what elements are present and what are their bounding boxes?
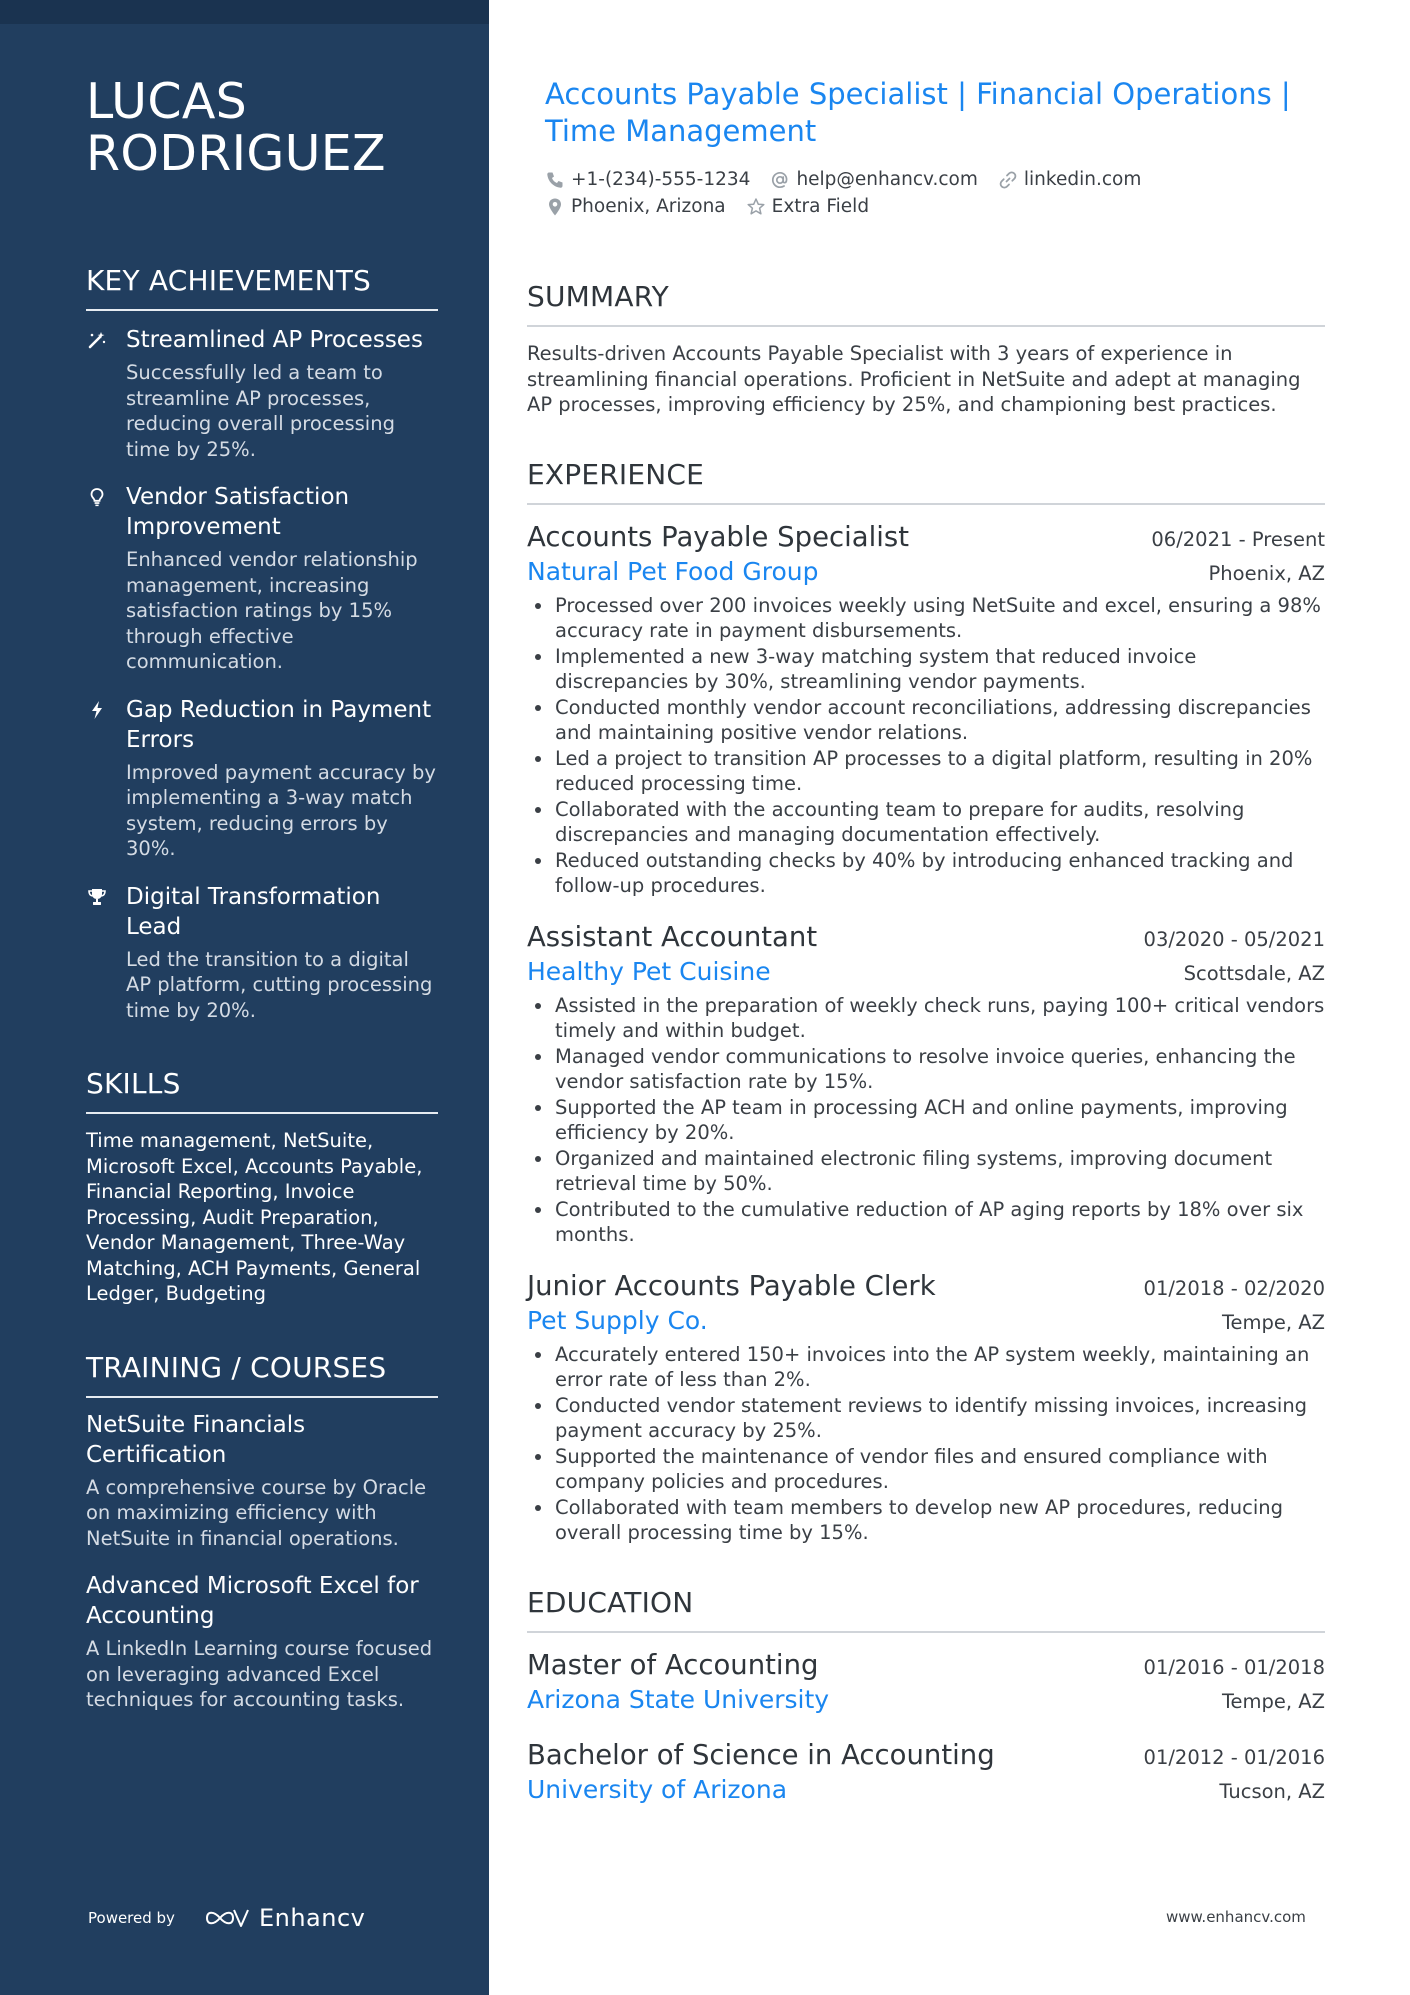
bullet-item: Supported the AP team in processing ACH and online payments, improving efficiency by 20%. — [527, 1095, 1325, 1146]
job-bullets — [527, 593, 1325, 899]
job-dates: 06/2021 - Present — [1151, 527, 1325, 551]
bullet-item: Accurately entered 150+ invoices into the AP system weekly, maintaining an error rate of less than 2%. — [527, 1342, 1325, 1393]
course-description: A comprehensive course by Oracle on maximizing efficiency with NetSuite in financial operations. — [86, 1475, 427, 1550]
bullet-item: Managed vendor communications to resolve invoice queries, enhancing the vendor satisfaction rate by 15%. — [527, 1044, 1325, 1095]
achievement-title: Streamlined AP Processes — [126, 327, 423, 353]
last-name: RODRIGUEZ — [86, 125, 386, 182]
trophy-icon — [86, 886, 108, 908]
degree-title: Bachelor of Science in Accounting — [527, 1738, 995, 1771]
lightbulb-icon — [86, 486, 108, 508]
job-bullets — [527, 1342, 1325, 1546]
job-dates: 01/2018 - 02/2020 — [1143, 1276, 1325, 1300]
bullet-item: Collaborated with team members to develop new AP procedures, reducing overall processing time by 15%. — [527, 1495, 1325, 1546]
experience-heading: EXPERIENCE — [527, 458, 1325, 505]
bullet-item: Conducted monthly vendor account reconciliations, addressing discrepancies and maintaining positive vendor relations. — [527, 695, 1325, 746]
summary-heading: SUMMARY — [527, 280, 1325, 327]
job-entry — [527, 919, 1325, 1248]
sidebar-top-strip — [0, 0, 489, 24]
link-icon — [998, 170, 1018, 190]
powered-by-label: Powered by — [88, 1909, 175, 1927]
achievement-item — [86, 325, 438, 462]
first-name: LUCAS — [86, 73, 248, 130]
job-location: Scottsdale, AZ — [1183, 961, 1325, 985]
headline: Accounts Payable Specialist | Financial Operations | Time Management — [545, 77, 1291, 148]
skills-list: Time management, NetSuite, Microsoft Excel, Accounts Payable, Financial Reporting, Invoice Processing, Audit Preparation, Vendor Management, Three-Way Matching, ACH Payments, General Ledger, Budgeting — [86, 1129, 423, 1305]
contact-phone[interactable] — [545, 169, 750, 190]
phone-text: +1-(234)-555-1234 — [571, 169, 751, 190]
bullet-item: Collaborated with the accounting team to prepare for audits, resolving discrepancies and managing documentation effectively. — [527, 797, 1325, 848]
bullet-item: Organized and maintained electronic filing systems, improving document retrieval time by 50%. — [527, 1146, 1325, 1197]
email-text: help@enhancv.com — [796, 169, 978, 190]
course-item — [86, 1410, 438, 1552]
training-section — [86, 1351, 438, 1713]
school-name[interactable]: University of Arizona — [527, 1774, 788, 1804]
candidate-name — [86, 73, 438, 182]
bullet-item: Led a project to transition AP processes to a digital platform, resulting in 20% reduced processing time. — [527, 746, 1325, 797]
contact-location — [545, 196, 726, 217]
degree-title: Master of Accounting — [527, 1648, 819, 1681]
education-dates: 01/2012 - 01/2016 — [1143, 1745, 1325, 1769]
skills-section — [86, 1067, 438, 1307]
contact-email[interactable] — [770, 169, 977, 190]
experience-section — [527, 458, 1325, 1546]
job-dates: 03/2020 - 05/2021 — [1143, 927, 1325, 951]
job-entry — [527, 1268, 1325, 1546]
bullet-item: Supported the maintenance of vendor files and ensured compliance with company policies and procedures. — [527, 1444, 1325, 1495]
job-location: Phoenix, AZ — [1208, 561, 1325, 585]
key-achievements-section — [86, 264, 438, 1023]
main-content — [527, 76, 1325, 1807]
course-title: NetSuite Financials Certification — [86, 1411, 306, 1468]
achievement-item — [86, 882, 438, 1024]
school-location: Tempe, AZ — [1221, 1689, 1325, 1713]
education-heading: EDUCATION — [527, 1586, 1325, 1633]
linkedin-text: linkedin.com — [1023, 169, 1142, 190]
education-entry — [527, 1737, 1325, 1807]
achievement-description: Enhanced vendor relationship management, increasing satisfaction ratings by 15% through effective communication. — [126, 548, 418, 673]
contact-extra — [746, 196, 869, 217]
powered-by — [88, 1898, 365, 1938]
education-dates: 01/2016 - 01/2018 — [1143, 1655, 1325, 1679]
contact-info — [545, 166, 1325, 220]
contact-linkedin[interactable] — [998, 169, 1141, 190]
achievement-description: Improved payment accuracy by implementing a 3-way match system, reducing errors by 30%. — [126, 760, 436, 860]
course-title: Advanced Microsoft Excel for Accounting — [86, 1573, 419, 1629]
bullet-item: Assisted in the preparation of weekly check runs, paying 100+ critical vendors timely and within budget. — [527, 993, 1325, 1044]
achievement-item — [86, 482, 438, 675]
achievement-description: Led the transition to a digital AP platform, cutting processing time by 20%. — [126, 947, 433, 1022]
magic-wand-icon — [86, 329, 108, 351]
sidebar — [0, 0, 489, 1995]
lightning-bolt-icon — [86, 699, 108, 721]
location-text: Phoenix, Arizona — [571, 196, 726, 217]
education-section — [527, 1586, 1325, 1807]
education-entry — [527, 1647, 1325, 1717]
achievement-title: Digital Transformation Lead — [126, 883, 381, 940]
achievement-title: Gap Reduction in Payment Errors — [126, 696, 432, 753]
job-entry — [527, 519, 1325, 899]
job-title: Junior Accounts Payable Clerk — [527, 1269, 936, 1302]
school-location: Tucson, AZ — [1219, 1779, 1325, 1803]
star-icon — [746, 197, 766, 217]
at-sign-icon — [770, 170, 790, 190]
company-name[interactable]: Natural Pet Food Group — [527, 556, 819, 586]
course-item — [86, 1571, 438, 1713]
bullet-item: Implemented a new 3-way matching system that reduced invoice discrepancies by 30%, streamlining vendor payments. — [527, 644, 1325, 695]
job-title: Assistant Accountant — [527, 920, 818, 953]
enhancv-brand: Enhancv — [258, 1904, 366, 1932]
training-heading: TRAINING / COURSES — [86, 1351, 438, 1398]
company-name[interactable]: Healthy Pet Cuisine — [527, 956, 771, 986]
course-description: A LinkedIn Learning course focused on leveraging advanced Excel techniques for accounting tasks. — [86, 1637, 433, 1711]
job-bullets — [527, 993, 1325, 1248]
footer-site-link[interactable]: www.enhancv.com — [1166, 1908, 1306, 1926]
skills-heading: SKILLS — [86, 1067, 438, 1114]
summary-text: Results-driven Accounts Payable Specialist with 3 years of experience in streamlining financial operations. Proficient in NetSuite and adept at managing AP processes, improving efficiency by 25%, and championing best practices. — [527, 342, 1301, 416]
extra-field-text: Extra Field — [771, 196, 870, 217]
enhancv-logo[interactable] — [203, 1904, 365, 1932]
enhancv-logo-icon — [203, 1905, 251, 1931]
bullet-item: Contributed to the cumulative reduction of AP aging reports by 18% over six months. — [527, 1197, 1325, 1248]
job-title: Accounts Payable Specialist — [527, 520, 910, 553]
job-location: Tempe, AZ — [1221, 1310, 1325, 1334]
key-achievements-heading: KEY ACHIEVEMENTS — [86, 264, 438, 311]
school-name[interactable]: Arizona State University — [527, 1684, 830, 1714]
achievement-item — [86, 695, 438, 862]
achievement-description: Successfully led a team to streamline AP processes, reducing overall processing time by 25%. — [126, 361, 395, 461]
location-pin-icon — [545, 197, 565, 217]
achievement-title: Vendor Satisfaction Improvement — [126, 484, 350, 540]
bullet-item: Reduced outstanding checks by 40% by introducing enhanced tracking and follow-up procedures. — [527, 848, 1325, 899]
company-name[interactable]: Pet Supply Co. — [527, 1305, 708, 1335]
phone-icon — [545, 170, 565, 190]
bullet-item: Processed over 200 invoices weekly using NetSuite and excel, ensuring a 98% accuracy rate in payment disbursements. — [527, 593, 1325, 644]
summary-section — [527, 280, 1325, 418]
bullet-item: Conducted vendor statement reviews to identify missing invoices, increasing payment accuracy by 25%. — [527, 1393, 1325, 1444]
